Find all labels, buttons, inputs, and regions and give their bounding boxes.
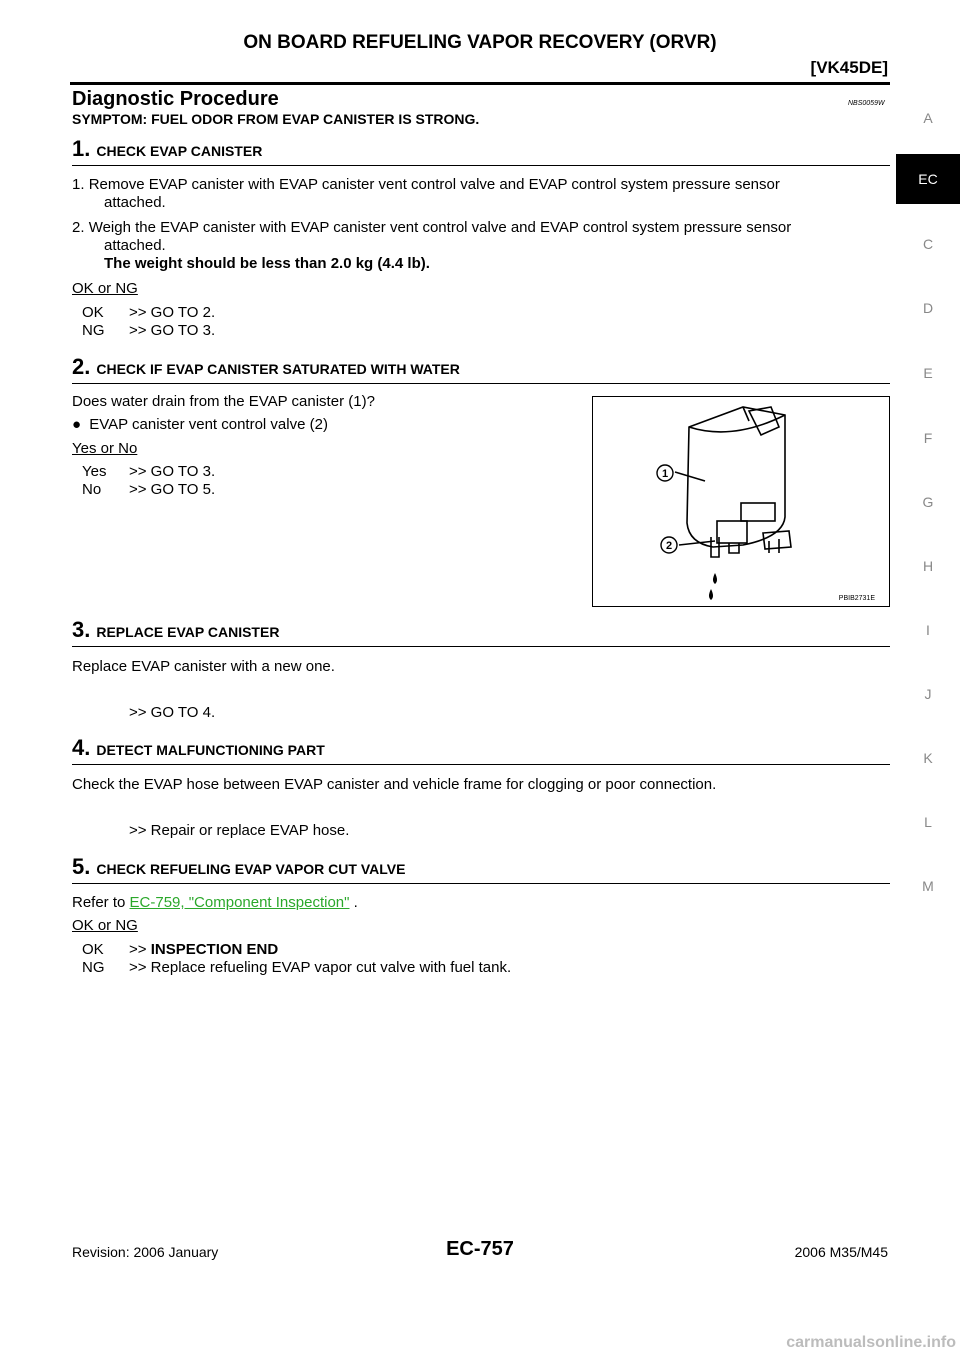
page-header-title: ON BOARD REFUELING VAPOR RECOVERY (ORVR) [243, 32, 717, 53]
figure-code: PBIB2731E [838, 595, 875, 602]
step-1-item-1 [72, 176, 890, 194]
engine-label: [VK45DE] [810, 58, 888, 77]
step-1-title: CHECK EVAP CANISTER [96, 143, 263, 159]
tab-k[interactable]: K [923, 750, 933, 766]
tab-g[interactable]: G [922, 494, 934, 510]
step-4-number: 4. [72, 735, 91, 760]
step-1-item-1-text-a: Remove EVAP canister with EVAP canister vent control valve and EVAP control system pressure sensor [88, 176, 780, 193]
water-drop-icon [713, 573, 717, 584]
step-5-ok-row [82, 941, 278, 959]
step-1-item-2-text-a: Weigh the EVAP canister with EVAP canister vent control valve and EVAP control system pressure sensor [88, 219, 792, 236]
evap-canister-illustration [593, 397, 889, 606]
step-1-ng-val: >> GO TO 3. [129, 322, 216, 339]
step-2-question: Does water drain from the EVAP canister (1)? [72, 393, 375, 410]
step-5-ng-row [82, 959, 511, 977]
step-5-number: 5. [72, 854, 91, 879]
step-1-check-label: OK or NG [72, 280, 138, 297]
step-4-heading [72, 735, 890, 765]
footer-model: 2006 M35/M45 [794, 1244, 888, 1260]
callout-1: 1 [661, 468, 669, 480]
step-3-number: 3. [72, 617, 91, 642]
tab-a[interactable]: A [923, 110, 933, 126]
step-5-ok-key: OK [82, 941, 104, 958]
step-5-ng-key: NG [82, 959, 105, 976]
step-2-no-key: No [82, 481, 102, 498]
step-5-ok-arrow: >> [129, 941, 147, 958]
step-1-ok-key: OK [82, 304, 104, 321]
tab-e[interactable]: E [923, 365, 933, 381]
weight-spec: The weight should be less than 2.0 kg (4.4 lb). [104, 255, 430, 272]
tab-i[interactable]: I [926, 622, 930, 638]
step-2-heading [72, 354, 890, 384]
bullet-dot-icon: ● [72, 416, 82, 433]
step-2-title: CHECK IF EVAP CANISTER SATURATED WITH WATER [96, 361, 460, 377]
step-1-ng-row [82, 322, 215, 340]
step-1-item-2-num: 2. [72, 219, 85, 236]
step-2-no-row [82, 481, 215, 499]
step-3-title: REPLACE EVAP CANISTER [96, 624, 280, 640]
step-5-refer-prefix: Refer to [72, 894, 126, 911]
step-1-ok-row [82, 304, 215, 322]
footer-page-number: EC-757 [446, 1238, 514, 1260]
footer-revision: Revision: 2006 January [72, 1244, 219, 1260]
tab-h[interactable]: H [922, 558, 934, 574]
step-1-heading [72, 136, 890, 166]
step-5-heading [72, 854, 890, 884]
step-1-ok-val: >> GO TO 2. [129, 304, 216, 321]
step-2-bullet [72, 416, 328, 434]
callout-2: 2 [665, 540, 673, 552]
tab-ec[interactable]: EC [896, 154, 960, 204]
symptom-text: SYMPTOM: FUEL ODOR FROM EVAP CANISTER IS STRONG. [72, 111, 480, 127]
step-3-go: >> GO TO 4. [129, 704, 216, 721]
step-1-item-2-cont: attached. [104, 237, 166, 254]
step-2-yes-val: >> GO TO 3. [129, 463, 216, 480]
step-5-ok-val: INSPECTION END [150, 941, 279, 958]
step-1-item-1-cont: attached. [104, 194, 166, 211]
step-2-yes-row [82, 463, 215, 481]
water-drop-icon [709, 589, 713, 600]
step-5-refer-suffix: . [353, 894, 358, 911]
step-4-go: >> Repair or replace EVAP hose. [129, 822, 350, 839]
step-2-bullet-text: EVAP canister vent control valve (2) [89, 416, 328, 433]
section-code: NBS0059W [848, 100, 885, 107]
tab-f[interactable]: F [923, 430, 933, 446]
step-2-number: 2. [72, 354, 91, 379]
step-5-ng-val: >> Replace refueling EVAP vapor cut valve with fuel tank. [129, 959, 512, 976]
step-3-heading [72, 617, 890, 647]
step-4-title: DETECT MALFUNCTIONING PART [96, 742, 325, 758]
step-1-ng-key: NG [82, 322, 105, 339]
step-2-check-label: Yes or No [72, 440, 138, 457]
tab-m[interactable]: M [922, 878, 934, 894]
step-1-item-1-num: 1. [72, 176, 85, 193]
header-rule [70, 82, 890, 85]
component-inspection-link[interactable]: EC-759, "Component Inspection" [129, 894, 350, 911]
step-3-text: Replace EVAP canister with a new one. [72, 658, 335, 675]
watermark: carmanualsonline.info [786, 1334, 956, 1351]
step-5-check-label: OK or NG [72, 917, 138, 934]
step-1-number: 1. [72, 136, 91, 161]
tab-d[interactable]: D [922, 300, 934, 316]
tab-j[interactable]: J [924, 686, 932, 702]
step-5-title: CHECK REFUELING EVAP VAPOR CUT VALVE [96, 861, 406, 877]
tab-c[interactable]: C [922, 236, 934, 252]
evap-canister-figure [592, 396, 890, 607]
step-2-no-val: >> GO TO 5. [129, 481, 216, 498]
step-1-item-2 [72, 219, 890, 237]
step-2-yes-key: Yes [82, 463, 107, 480]
tab-l[interactable]: L [924, 814, 932, 830]
step-5-refer [72, 894, 358, 912]
step-4-text: Check the EVAP hose between EVAP canister and vehicle frame for clogging or poor connection. [72, 776, 717, 793]
section-title: Diagnostic Procedure [72, 88, 279, 110]
